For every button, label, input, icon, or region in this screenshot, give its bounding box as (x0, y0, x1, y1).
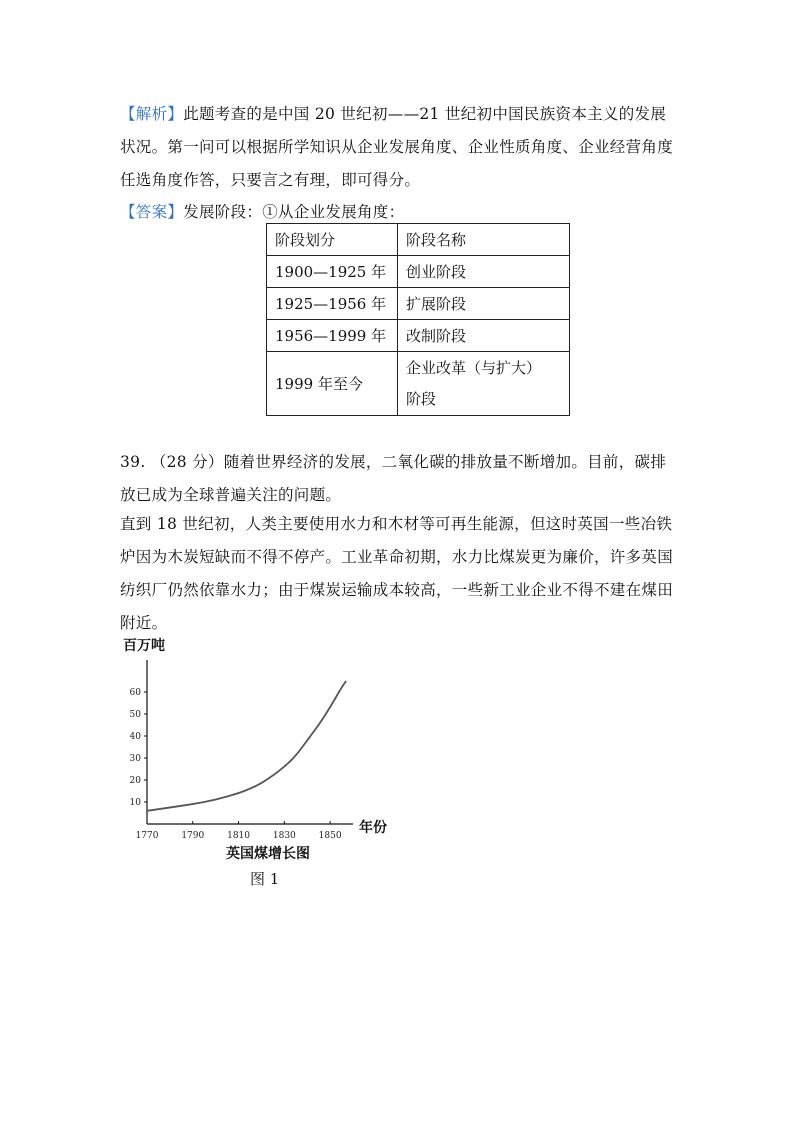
table-cell: 创业阶段 (398, 256, 570, 288)
y-tick-label: 60 (129, 688, 141, 698)
x-tick-label: 1810 (227, 831, 251, 841)
coal-growth-chart (115, 630, 425, 890)
table-header-row (267, 224, 570, 256)
table-cell: 扩展阶段 (398, 288, 570, 320)
y-tick-label: 10 (129, 798, 141, 808)
table-header-cell: 阶段名称 (398, 224, 570, 256)
table-header-cell: 阶段划分 (267, 224, 398, 256)
table-cell: 1956—1999 年 (267, 320, 398, 352)
x-tick-label: 1830 (272, 831, 296, 841)
x-tick-label: 1770 (135, 831, 159, 841)
x-tick-label: 1790 (181, 831, 205, 841)
answer-tag: 【答案】 (120, 203, 184, 221)
y-tick-label: 20 (129, 776, 141, 786)
answer-text: 发展阶段：①从企业发展角度： (183, 203, 405, 221)
coal-production-line (147, 681, 346, 811)
table-cell-line: 企业改革（与扩大） (406, 358, 542, 377)
chart-title: 英国煤增长图 (226, 846, 310, 862)
y-axis-title: 百万吨 (123, 638, 165, 654)
stage-table (266, 223, 570, 416)
table-row (267, 352, 570, 416)
table-cell: 1900—1925 年 (267, 256, 398, 288)
analysis-tag: 【解析】 (120, 105, 184, 123)
analysis-text: 此题考查的是中国 20 世纪初——21 世纪初中国民族资本主义的发展状况。第一问可以根据所学知识从企业发展角度、企业性质角度、企业经营角度任选角度作答，只要言之有理，即可得分。 (120, 105, 674, 189)
x-tick-label: 1850 (318, 831, 342, 841)
analysis-paragraph (120, 98, 680, 197)
x-axis-title: 年份 (359, 820, 387, 836)
question-39-material: 直到 18 世纪初，人类主要使用水力和木材等可再生能源，但这时英国一些冶铁炉因为木炭短缺而不得不停产。工业革命初期，水力比煤炭更为廉价，许多英国纺织厂仍然依靠水力；由于煤炭运输成本较高，一些新工业企业不得不建在煤田附近。 (120, 515, 674, 632)
y-tick-label: 30 (129, 754, 141, 764)
table-cell: 改制阶段 (398, 320, 570, 352)
table-cell-line: 阶段 (406, 389, 437, 408)
chart-svg (115, 630, 425, 870)
table-row (267, 256, 570, 288)
table-cell: 1925—1956 年 (267, 288, 398, 320)
y-tick-label: 40 (129, 732, 141, 742)
figure-caption: 图 1 (250, 870, 280, 888)
table-row (267, 288, 570, 320)
question-39-intro: 39. （28 分）随着世界经济的发展，二氧化碳的排放量不断增加。目前，碳排放已成为全球普遍关注的问题。 (120, 453, 667, 504)
table-row (267, 320, 570, 352)
y-tick-label: 50 (129, 710, 141, 720)
table-cell (398, 352, 570, 416)
table-cell: 1999 年至今 (267, 352, 398, 416)
